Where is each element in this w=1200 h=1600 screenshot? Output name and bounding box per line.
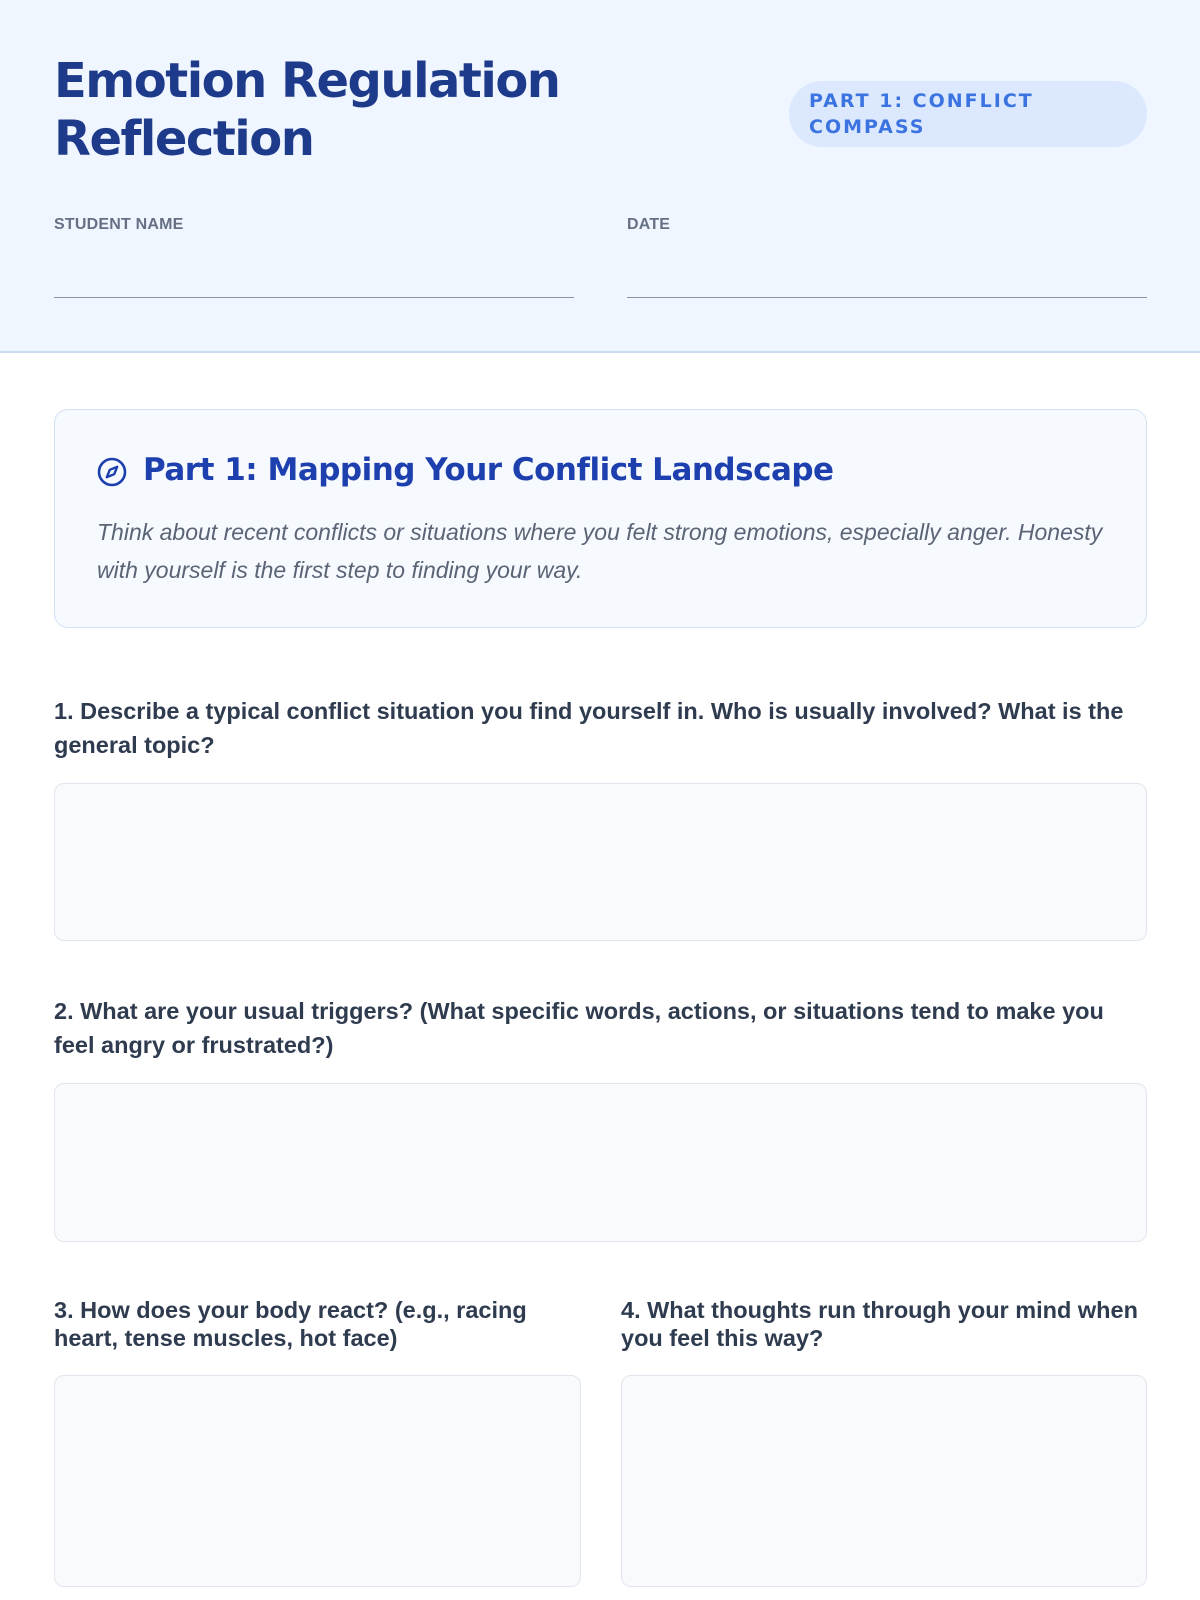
question-4-label: 4. What thoughts run through your mind when you feel this way? — [621, 1297, 1138, 1351]
date-field[interactable] — [627, 297, 1147, 298]
question-1-answer-box[interactable] — [54, 783, 1147, 941]
worksheet-header — [0, 0, 1200, 353]
section-instructions: Think about recent conflicts or situations where you felt strong emotions, especially anger. Honesty with yourself is the first step to finding your way. — [97, 519, 1103, 583]
student-name-label: STUDENT NAME — [54, 216, 184, 233]
question-3-answer-box[interactable] — [54, 1375, 581, 1587]
question-1-label: 1. Describe a typical conflict situation you find yourself in. Who is usually involved? What is the general topic? — [54, 698, 1124, 758]
page-title: Emotion Regulation Reflection — [54, 53, 560, 167]
question-2-label: 2. What are your usual triggers? (What specific words, actions, or situations tend to make you feel angry or frustrated?) — [54, 998, 1104, 1058]
intro-card — [54, 409, 1147, 628]
section-title: Part 1: Mapping Your Conflict Landscape — [143, 452, 834, 488]
question-3-label: 3. How does your body react? (e.g., racing heart, tense muscles, hot face) — [54, 1297, 527, 1351]
question-2-answer-box[interactable] — [54, 1083, 1147, 1242]
part-badge: PART 1: CONFLICT COMPASS — [789, 81, 1147, 147]
question-4-answer-box[interactable] — [621, 1375, 1147, 1587]
student-name-field[interactable] — [54, 297, 574, 298]
date-label: DATE — [627, 216, 671, 233]
compass-icon — [97, 457, 127, 487]
